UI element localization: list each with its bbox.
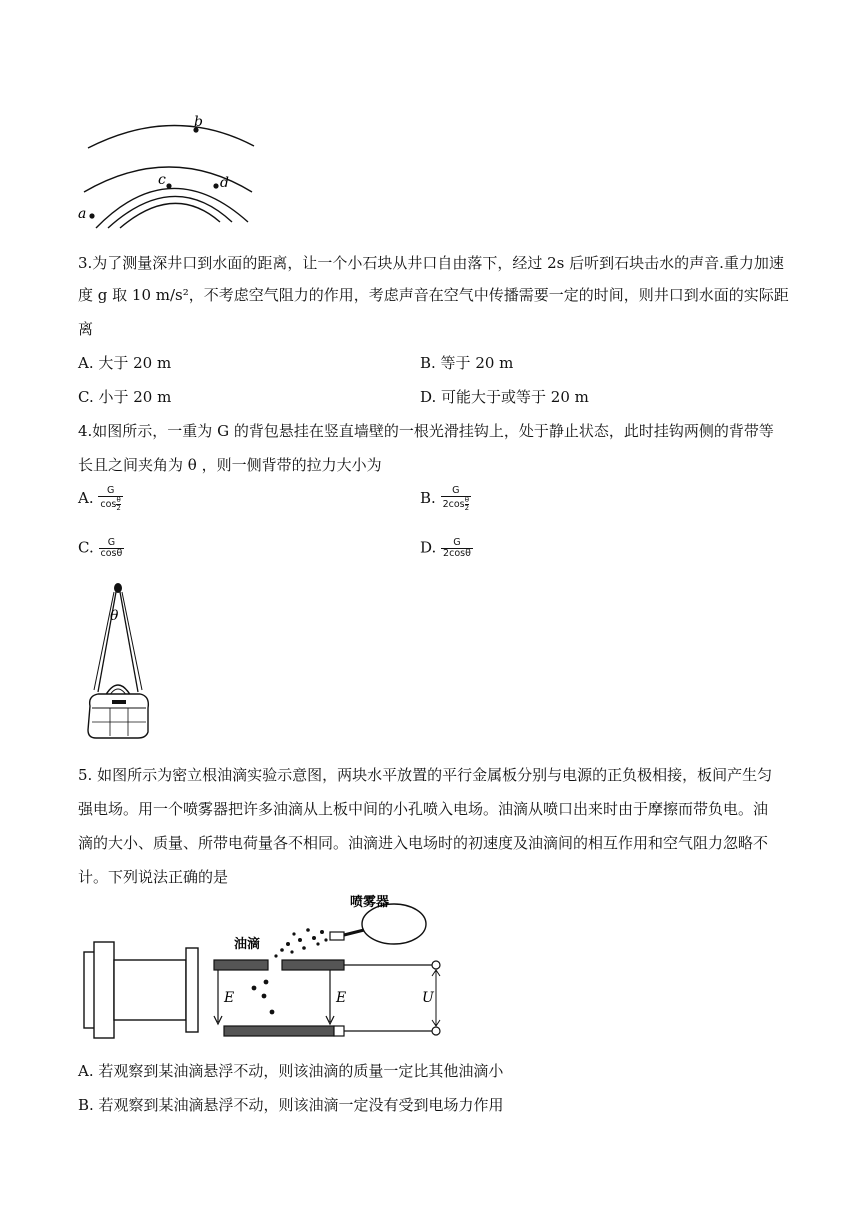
q3-option-c: C. 小于 20 m (78, 388, 172, 406)
droplet-label: 油滴 (234, 937, 261, 952)
q3-line-2: 度 g 取 10 m/s²，不考虑空气阻力的作用，考虑声音在空气中传播需要一定的时间，则井口到水面的实际距 (78, 286, 789, 304)
q4-option-d: D. $\frac{G}{2\cos\theta}$ (420, 537, 471, 559)
backpack-figure (82, 580, 162, 740)
q5-line-3: 滴的大小、质量、所带电荷量各不相同。油滴进入电场时的初速度及油滴间的相互作用和空气阻力忽略不 (78, 834, 769, 852)
q3-line-3: 离 (78, 320, 94, 338)
q5-option-b: B. 若观察到某油滴悬浮不动，则该油滴一定没有受到电场力作用 (78, 1096, 504, 1114)
field-label-left: E (224, 990, 235, 1006)
q4-option-c: C. $\frac{G}{\cos\theta}$ (78, 537, 123, 559)
q3-option-b: B. 等于 20 m (420, 354, 514, 372)
field-label-right: E (336, 990, 347, 1006)
theta-label: θ (110, 608, 119, 624)
voltage-label: U (422, 990, 434, 1006)
q3-option-d: D. 可能大于或等于 20 m (420, 388, 589, 406)
q4-option-a: A. G cos $\frac{\theta}{2}$ (78, 485, 121, 512)
q5-line-1: 5. 如图所示为密立根油滴实验示意图，两块水平放置的平行金属板分别与电源的正负极相接，板间产生匀 (78, 766, 773, 784)
q5-line-2: 强电场。用一个喷雾器把许多油滴从上板中间的小孔喷入电场。油滴从喷口出来时由于摩擦而带负电。油 (78, 800, 769, 818)
sprayer-label: 喷雾器 (350, 895, 390, 910)
q5-line-4: 计。下列说法正确的是 (78, 868, 229, 886)
q4-line-1: 4.如图所示，一重为 G 的背包悬挂在竖直墙壁的一根光滑挂钩上，处于静止状态，此时挂钩两侧的背带等 (78, 422, 774, 440)
q3-line-1: 3.为了测量深井口到水面的距离，让一个小石块从井口自由落下，经过 2s 后听到石块击水的声音.重力加速 (78, 254, 784, 272)
q4-option-b: B. G 2cos $\frac{\theta}{2}$ (420, 485, 470, 512)
millikan-figure (78, 890, 458, 1046)
orbit-label-d: d (220, 175, 229, 191)
q5-option-a: A. 若观察到某油滴悬浮不动，则该油滴的质量一定比其他油滴小 (78, 1062, 504, 1080)
q3-option-a: A. 大于 20 m (78, 354, 172, 372)
orbits-figure (74, 112, 266, 232)
orbit-label-a: a (78, 206, 87, 222)
orbit-label-c: c (158, 172, 166, 188)
orbit-label-b: b (194, 114, 203, 130)
q4-line-2: 长且之间夹角为 θ ，则一侧背带的拉力大小为 (78, 456, 382, 474)
